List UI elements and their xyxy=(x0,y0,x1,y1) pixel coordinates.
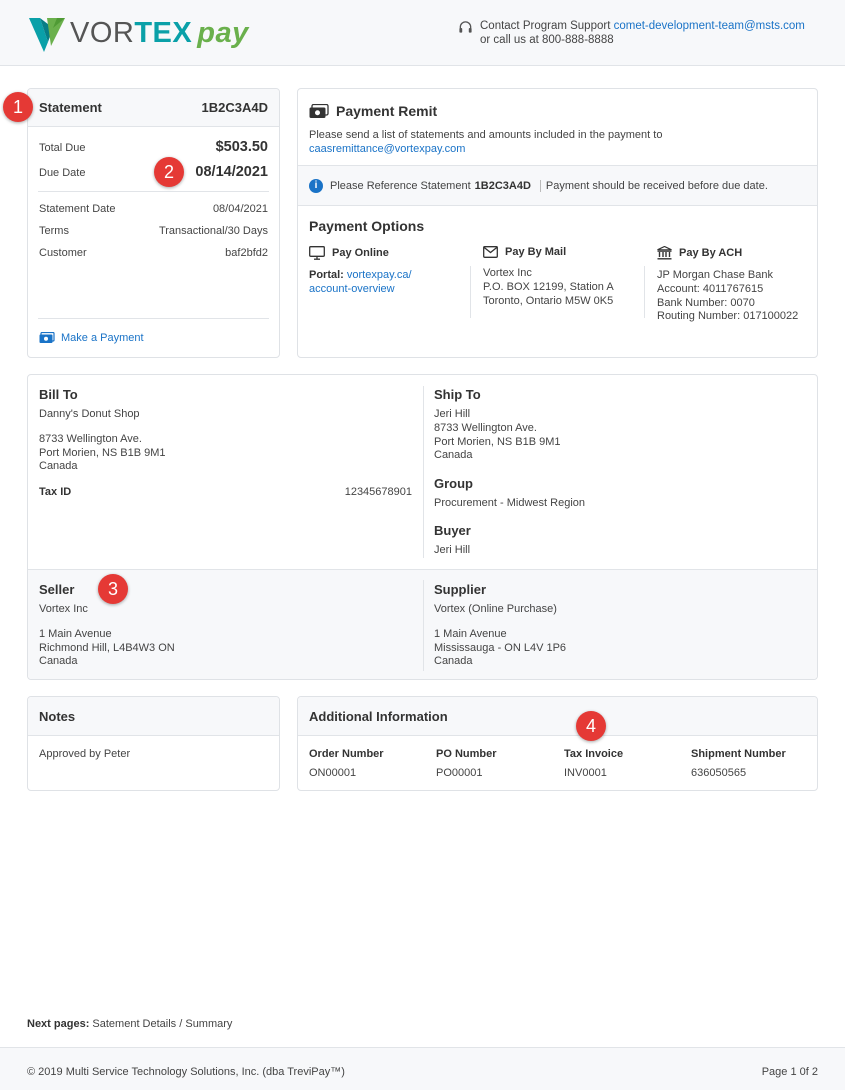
ship-to-name: Jeri Hill xyxy=(434,408,471,420)
pay-by-mail-title: Pay By Mail xyxy=(505,246,567,258)
ach-account: Account: 4011767615 xyxy=(657,282,764,295)
shipment-number-label: Shipment Number xyxy=(691,748,786,760)
terms-value: Transactional/30 Days xyxy=(158,225,268,237)
seller-title: Seller xyxy=(39,582,75,597)
statement-card xyxy=(27,88,280,358)
order-number-value: ON00001 xyxy=(309,767,357,779)
customer-row xyxy=(28,247,279,259)
option-separator xyxy=(644,266,645,318)
headset-icon xyxy=(458,20,473,35)
supplier-country: Canada xyxy=(434,655,473,668)
total-due-value: $503.50 xyxy=(215,139,268,155)
notes-body: Approved by Peter xyxy=(39,748,131,760)
seller-column-separator xyxy=(423,580,424,671)
bill-to-block xyxy=(39,387,166,474)
portal-link[interactable]: vortexpay.ca/ xyxy=(346,269,412,281)
tax-invoice-value: INV0001 xyxy=(564,767,607,779)
statement-date-label: Statement Date xyxy=(39,203,116,215)
logo-text-vor: VOR xyxy=(70,16,135,49)
customer-label: Customer xyxy=(39,247,87,259)
statement-title: Statement xyxy=(39,100,102,115)
pay-by-mail-option xyxy=(483,246,614,308)
seller-address-2: Richmond Hill, L4B4W3 ON xyxy=(39,641,175,654)
remit-email-link[interactable]: caasremittance@vortexpay.com xyxy=(309,143,466,155)
customer-value: baf2bfd2 xyxy=(225,247,268,259)
annotation-marker-4: 4 xyxy=(576,711,606,741)
payment-options-title: Payment Options xyxy=(309,218,425,234)
supplier-address-1: 1 Main Avenue xyxy=(434,627,507,640)
group-block xyxy=(434,476,585,511)
ship-to-country: Canada xyxy=(434,449,473,462)
address-column-separator xyxy=(423,386,424,558)
bill-to-country: Canada xyxy=(39,460,78,473)
mail-line-3: Toronto, Ontario M5W 0K5 xyxy=(483,294,614,307)
portal-link-continued[interactable]: account-overview xyxy=(309,282,395,295)
page-header xyxy=(0,0,845,66)
additional-info-title: Additional Information xyxy=(298,697,817,736)
tax-id-value: 12345678901 xyxy=(344,486,412,498)
portal-label: Portal: xyxy=(309,269,344,281)
buyer-value: Jeri Hill xyxy=(434,544,471,556)
order-number-label: Order Number xyxy=(309,748,384,760)
ach-routing-number: Routing Number: 017100022 xyxy=(657,310,799,323)
pay-online-title: Pay Online xyxy=(332,247,389,259)
po-number-value: PO00001 xyxy=(436,767,483,779)
make-payment-label: Make a Payment xyxy=(61,332,144,344)
pay-by-ach-title: Pay By ACH xyxy=(679,247,743,259)
tax-id-row xyxy=(39,486,412,498)
next-pages-label: Next pages: xyxy=(27,1018,90,1030)
logo-text-tex: TEX xyxy=(134,16,193,49)
support-label: Contact Program Support xyxy=(480,20,611,32)
copyright-text: © 2019 Multi Service Technology Solutions, Inc. (dba TreviPay™) xyxy=(27,1066,345,1078)
payment-icon xyxy=(39,332,55,344)
payment-remit-title-text: Payment Remit xyxy=(336,103,438,119)
supplier-block xyxy=(434,582,566,669)
bill-to-title: Bill To xyxy=(39,387,78,402)
option-separator xyxy=(470,266,471,318)
page-indicator: Page 1 0f 2 xyxy=(761,1066,818,1078)
ship-to-block xyxy=(434,387,561,463)
reference-notice xyxy=(298,165,817,206)
ref-separator xyxy=(540,180,541,192)
ref-suffix: Payment should be received before due date. xyxy=(545,179,768,192)
supplier-name: Vortex (Online Purchase) xyxy=(434,603,557,615)
order-number-column xyxy=(309,748,384,779)
address-card xyxy=(27,374,818,680)
tax-id-label: Tax ID xyxy=(39,486,72,498)
tax-invoice-column xyxy=(564,748,623,779)
pay-online-option xyxy=(309,246,412,297)
statement-date-value: 08/04/2021 xyxy=(212,203,268,215)
po-number-label: PO Number xyxy=(436,748,497,760)
shipment-number-value: 636050565 xyxy=(691,767,747,779)
envelope-icon xyxy=(483,246,498,258)
vortexpay-logo[interactable] xyxy=(27,12,249,54)
supplier-address-2: Mississauga - ON L4V 1P6 xyxy=(434,641,567,654)
support-email-link[interactable]: comet-development-team@msts.com xyxy=(613,20,805,32)
group-title: Group xyxy=(434,476,473,491)
pay-by-ach-option xyxy=(657,246,798,324)
payment-remit-card xyxy=(297,88,818,358)
shipment-number-column xyxy=(691,748,786,779)
terms-row xyxy=(28,225,279,237)
due-date-value: 08/14/2021 xyxy=(195,164,268,180)
ship-to-address-1: 8733 Wellington Ave. xyxy=(434,421,537,434)
seller-address-1: 1 Main Avenue xyxy=(39,627,112,640)
seller-name: Vortex Inc xyxy=(39,603,88,615)
remit-description xyxy=(309,128,809,156)
vortex-logo-icon xyxy=(27,12,67,54)
monitor-icon xyxy=(309,246,325,260)
statement-header xyxy=(28,89,279,127)
remit-desc-text: Please send a list of statements and amounts included in the payment to xyxy=(309,129,663,141)
bank-icon xyxy=(657,246,672,260)
logo-text-pay: pay xyxy=(197,16,249,49)
statement-number: 1B2C3A4D xyxy=(201,100,268,115)
notes-title: Notes xyxy=(28,697,279,736)
annotation-marker-2: 2 xyxy=(154,157,184,187)
make-payment-link[interactable] xyxy=(39,332,144,344)
additional-info-card xyxy=(297,696,818,791)
next-pages-value: Satement Details / Summary xyxy=(92,1018,233,1030)
annotation-marker-1: 1 xyxy=(3,92,33,122)
page-footer xyxy=(0,1047,845,1090)
po-number-column xyxy=(436,748,497,779)
ref-prefix: Please Reference Statement xyxy=(330,179,471,192)
buyer-title: Buyer xyxy=(434,523,471,538)
cash-icon xyxy=(309,104,329,119)
terms-label: Terms xyxy=(39,225,69,237)
payment-remit-title xyxy=(309,103,437,119)
notes-card xyxy=(27,696,280,791)
due-date-label: Due Date xyxy=(39,167,86,179)
annotation-marker-3: 3 xyxy=(98,574,128,604)
bill-to-address-2: Port Morien, NS B1B 9M1 xyxy=(39,446,166,459)
program-support xyxy=(458,19,805,47)
group-value: Procurement - Midwest Region xyxy=(434,497,586,509)
ach-bank-name: JP Morgan Chase Bank xyxy=(657,269,773,281)
ship-to-address-2: Port Morien, NS B1B 9M1 xyxy=(434,435,561,448)
mail-line-2: P.O. BOX 12199, Station A xyxy=(483,280,614,293)
statement-divider xyxy=(38,191,269,192)
supplier-title: Supplier xyxy=(434,582,487,597)
statement-date-row xyxy=(28,203,279,215)
info-icon: i xyxy=(309,179,323,193)
tax-invoice-label: Tax Invoice xyxy=(564,748,624,760)
next-pages xyxy=(27,1018,232,1030)
buyer-block xyxy=(434,523,471,558)
statement-divider-bottom xyxy=(38,318,269,319)
support-phone: or call us at 800-888-8888 xyxy=(480,34,614,46)
ref-statement-number: 1B2C3A4D xyxy=(474,179,531,192)
bill-to-address-1: 8733 Wellington Ave. xyxy=(39,432,142,445)
bill-to-name: Danny's Donut Shop xyxy=(39,408,140,420)
mail-line-1: Vortex Inc xyxy=(483,267,532,279)
ach-bank-number: Bank Number: 0070 xyxy=(657,296,755,309)
seller-country: Canada xyxy=(39,655,78,668)
total-due-row xyxy=(28,139,279,155)
logo-wordmark xyxy=(70,16,249,49)
ship-to-title: Ship To xyxy=(434,387,481,402)
total-due-label: Total Due xyxy=(39,142,86,154)
